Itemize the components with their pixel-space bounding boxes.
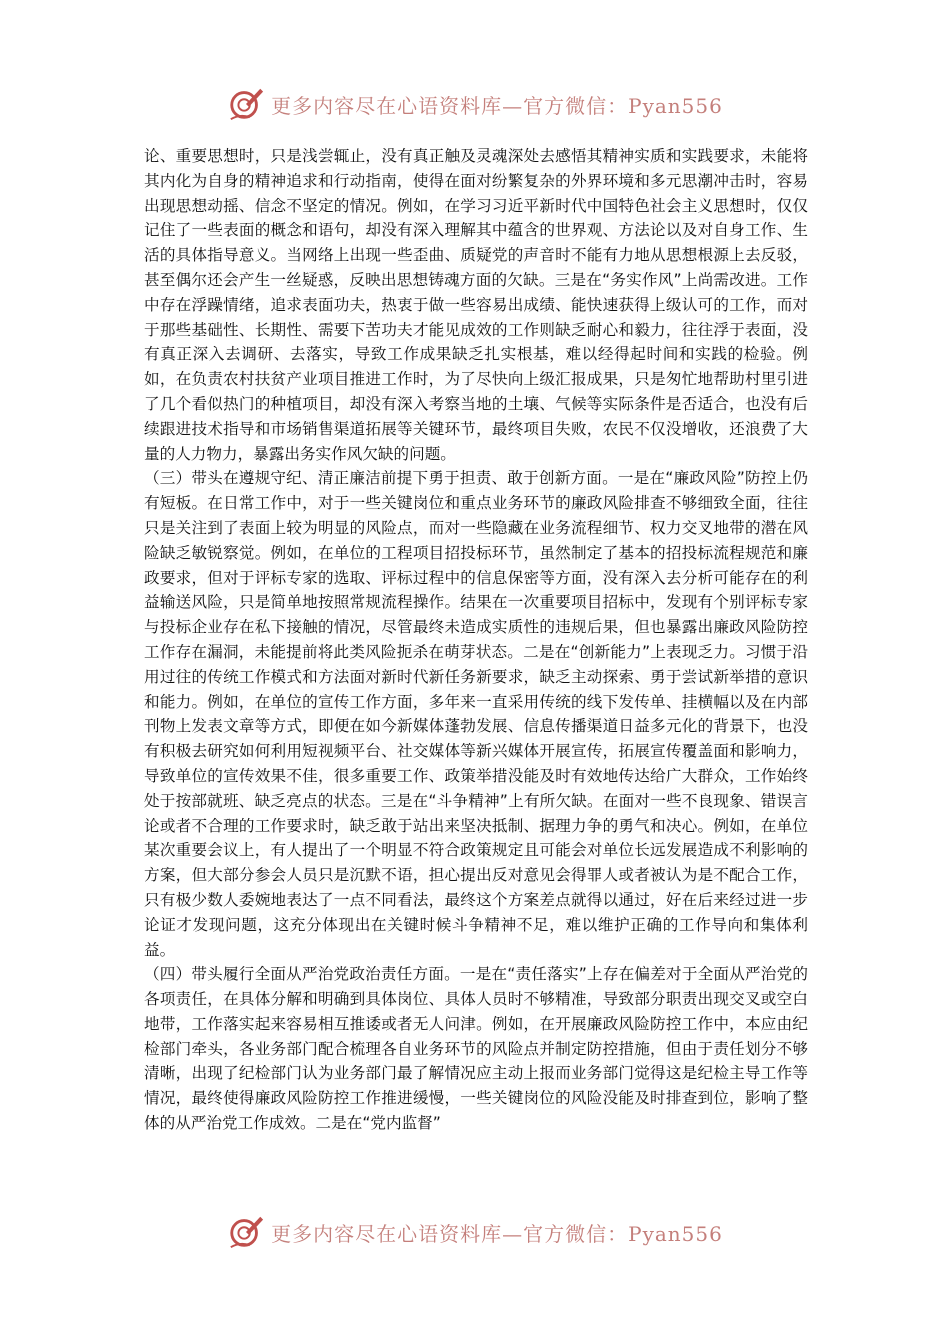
paragraph-continuation: 论、重要思想时，只是浅尝辄止，没有真正触及灵魂深处去感悟其精神实质和实践要求，未能将其内化为自身的精神追求和行动指南，使得在面对纷繁复杂的外界环境和多元思潮冲击时，容易出现思想动摇、信念不坚定的情况。例如，在学习习近平新时代中国特色社会主义思想时，仅仅记住了一些表面的概念和语句，却没有深入理解其中蕴含的世界观、方法论以及对自身工作、生活的具体指导意义。当网络上出现一些歪曲、质疑党的声音时不能有力地从思想根源上去反驳，甚至偶尔还会产生一丝疑惑，反映出思想铸魂方面的欠缺。三是在“务实作风”上尚需改进。工作中存在浮躁情绪，追求表面功夫，热衷于做一些容易出成绩、能快速获得上级认可的工作，而对于那些基础性、长期性、需要下苦功夫才能见成效的工作则缺乏耐心和毅力，往往浮于表面，没有真正深入去调研、去落实，导致工作成果缺乏扎实根基，难以经得起时间和实践的检验。例如，在负责农村扶贫产业项目推进工作时，为了尽快向上级汇报成果，只是匆忙地帮助村里引进了几个看似热门的种植项目，却没有深入考察当地的土壤、气候等实际条件是否适合，也没有后续跟进技术指导和市场销售渠道拓展等关键环节，最终项目失败，农民不仅没增收，还浪费了大量的人力物力，暴露出务实作风欠缺的问题。 [144,147,808,463]
pen-logo-icon [227,1213,265,1251]
banner-text: 更多内容尽在心语资料库—官方微信：Pyan556 [271,93,723,118]
paragraph-section-three: （三）带头在遵规守纪、清正廉洁前提下勇于担责、敢于创新方面。一是在“廉政风险”防控上仍有短板。在日常工作中，对于一些关键岗位和重点业务环节的廉政风险排查不够细致全面，往往只是关注到了表面上较为明显的风险点，而对一些隐藏在业务流程细节、权力交叉地带的潜在风险缺乏敏锐察觉。例如，在单位的工程项目招投标环节，虽然制定了基本的招投标流程规范和廉政要求，但对于评标专家的选取、评标过程中的信息保密等方面，没有深入去分析可能存在的利益输送风险，只是简单地按照常规流程操作。结果在一次重要项目招标中，发现有个别评标专家与投标企业存在私下接触的情况，尽管最终未造成实质性的违规后果，但也暴露出廉政风险防控工作存在漏洞，未能提前将此类风险扼杀在萌芽状态。二是在“创新能力”上表现乏力。习惯于沿用过往的传统工作模式和方法面对新时代新任务新要求，缺乏主动探索、勇于尝试新举措的意识和能力。例如，在单位的宣传工作方面，多年来一直采用传统的线下发传单、挂横幅以及在内部刊物上发表文章等方式，即便在如今新媒体蓬勃发展、信息传播渠道日益多元化的背景下，也没有积极去研究如何利用短视频平台、社交媒体等新兴媒体开展宣传，拓展宣传覆盖面和影响力，导致单位的宣传效果不佳，很多重要工作、政策举措没能及时有效地传达给广大群众，工作始终处于按部就班、缺乏亮点的状态。三是在“斗争精神”上有所欠缺。在面对一些不良现象、错误言论或者不合理的工作要求时，缺乏敢于站出来坚决抵制、据理力争的勇气和决心。例如，在单位某次重要会议上，有人提出了一个明显不符合政策规定且可能会对单位长远发展造成不利影响的方案，但大部分参会人员只是沉默不语，担心提出反对意见会得罪人或者被认为是不配合工作，只有极少数人委婉地表达了一点不同看法，最终这个方案差点就得以通过，好在后来经过进一步论证才发现问题，这充分体现出在关键时候斗争精神不足，难以维护正确的工作导向和集体利益。 [144,469,808,959]
banner-text: 更多内容尽在心语资料库—官方微信：Pyan556 [271,1221,723,1246]
paragraph-section-four: （四）带头履行全面从严治党政治责任方面。一是在“责任落实”上存在偏差对于全面从严治党的各项责任，在具体分解和明确到具体岗位、具体人员时不够精准，导致部分职责出现交叉或空白地带，工作落实起来容易相互推诿或者无人问津。例如，在开展廉政风险防控工作中，本应由纪检部门牵头，各业务部门配合梳理各自业务环节的风险点并制定防控措施，但由于责任划分不够清晰，出现了纪检部门认为业务部门最了解情况应主动上报而业务部门觉得这是纪检主导工作等情况，最终使得廉政风险防控工作推进缓慢，一些关键岗位的风险没能及时排查到位，影响了整体的从严治党工作成效。二是在“党内监督” [144,965,808,1133]
document-body [144,144,808,1136]
header-banner [0,82,950,126]
pen-logo-icon [227,85,265,123]
footer-banner [0,1210,950,1254]
